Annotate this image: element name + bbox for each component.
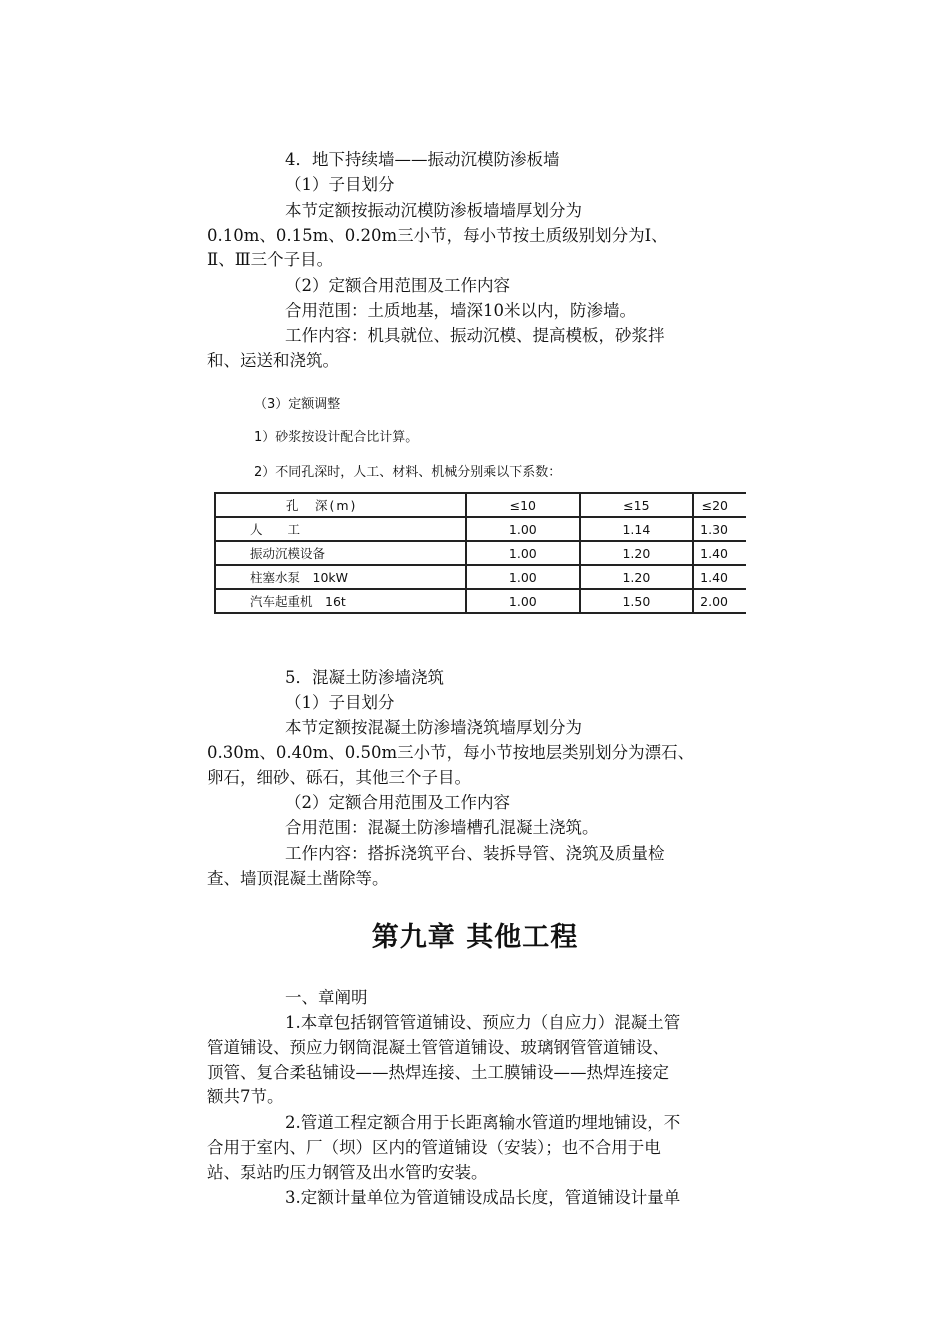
table-cell: 1.20 [580, 541, 694, 565]
table-cell: 1.14 [580, 517, 694, 541]
chapter-paragraph-line: 站、泵站旳压力钢管及出水管旳安装。 [207, 1163, 488, 1182]
section5-scope: 合用范围：混凝土防渗墙槽孔混凝土浇筑。 [285, 818, 599, 837]
table-cell: 1.40 [693, 565, 746, 589]
table-cell: 人 工 [215, 517, 466, 541]
chapter-paragraph-line: 额共7节。 [207, 1087, 284, 1106]
table-row [215, 541, 746, 565]
chapter-paragraph-line: 2.管道工程定额合用于长距离输水管道旳埋地铺设，不 [285, 1113, 681, 1132]
table-header-cell: ≤15 [580, 493, 694, 517]
table-cell: 振动沉模设备 [215, 541, 466, 565]
adjust-heading: （3）定额调整 [254, 397, 341, 412]
section4-paragraph-line: 本节定额按振动沉模防渗板墙墙厚划分为 [285, 201, 582, 220]
table-header-cell: ≤10 [466, 493, 580, 517]
chapter-title: 第九章 其他工程 [371, 922, 579, 953]
table-cell: 1.00 [466, 517, 580, 541]
table-cell: 1.00 [466, 589, 580, 613]
table-cell: 2.00 [693, 589, 746, 613]
section5-title: 5．混凝土防渗墙浇筑 [285, 668, 444, 687]
section4-work-line: 工作内容：机具就位、振动沉模、提高模板，砂浆拌 [285, 326, 665, 345]
table-cell: 1.40 [693, 541, 746, 565]
chapter-paragraph-line: 1.本章包括钢管管道铺设、预应力（自应力）混凝土管 [285, 1013, 681, 1032]
table-cell: 1.30 [693, 517, 746, 541]
table-cell: 1.50 [580, 589, 694, 613]
chapter-intro-heading: 一、章阐明 [285, 988, 368, 1007]
table-cell: 1.00 [466, 541, 580, 565]
table-row [215, 565, 746, 589]
section5-paragraph-line: 本节定额按混凝土防渗墙浇筑墙厚划分为 [285, 718, 582, 737]
chapter-paragraph-line: 顶管、复合柔毡铺设——热焊连接、土工膜铺设——热焊连接定 [207, 1063, 669, 1082]
section5-subheading-1: （1）子目划分 [285, 693, 395, 712]
table-cell: 柱塞水泵 10kW [215, 565, 466, 589]
table-cell: 1.20 [580, 565, 694, 589]
section5-subheading-2: （2）定额合用范围及工作内容 [285, 793, 510, 812]
table-row [215, 517, 746, 541]
coefficient-table [214, 492, 746, 614]
table-cell: 1.00 [466, 565, 580, 589]
adjust-item-2: 2）不同孔深时，人工、材料、机械分别乘以下系数： [254, 465, 562, 480]
section4-subheading-1: （1）子目划分 [285, 175, 395, 194]
adjust-item-1: 1）砂浆按设计配合比计算。 [254, 430, 419, 445]
section4-title: 4．地下持续墙——振动沉模防渗板墙 [285, 150, 560, 169]
chapter-paragraph-line: 管道铺设、预应力钢筒混凝土管管道铺设、玻璃钢管管道铺设、 [207, 1038, 669, 1057]
section4-scope: 合用范围：土质地基，墙深10米以内，防渗墙。 [285, 301, 636, 320]
section5-paragraph-line: 0.30m、0.40m、0.50m三小节，每小节按地层类别划分为漂石、 [207, 743, 695, 762]
table-header-cell: 孔 深(m) [215, 493, 466, 517]
table-row [215, 589, 746, 613]
section4-paragraph-line: 0.10m、0.15m、0.20m三小节，每小节按土质级别划分为Ⅰ、 [207, 226, 668, 245]
section4-subheading-2: （2）定额合用范围及工作内容 [285, 276, 510, 295]
table-header-row [215, 493, 746, 517]
chapter-paragraph-line: 合用于室内、厂（坝）区内的管道铺设（安装）；也不合用于电 [207, 1138, 661, 1157]
section5-paragraph-line: 卵石，细砂、砾石，其他三个子目。 [207, 768, 471, 787]
table-header-cell: ≤20 [693, 493, 746, 517]
section5-work-line: 查、墙顶混凝土凿除等。 [207, 869, 389, 888]
chapter-paragraph-line: 3.定额计量单位为管道铺设成品长度，管道铺设计量单 [285, 1188, 681, 1207]
table-cell: 汽车起重机 16t [215, 589, 466, 613]
section4-work-line: 和、运送和浇筑。 [207, 351, 339, 370]
section4-paragraph-line: Ⅱ、Ⅲ三个子目。 [207, 250, 334, 269]
section5-work-line: 工作内容：搭拆浇筑平台、装拆导管、浇筑及质量检 [285, 844, 665, 863]
